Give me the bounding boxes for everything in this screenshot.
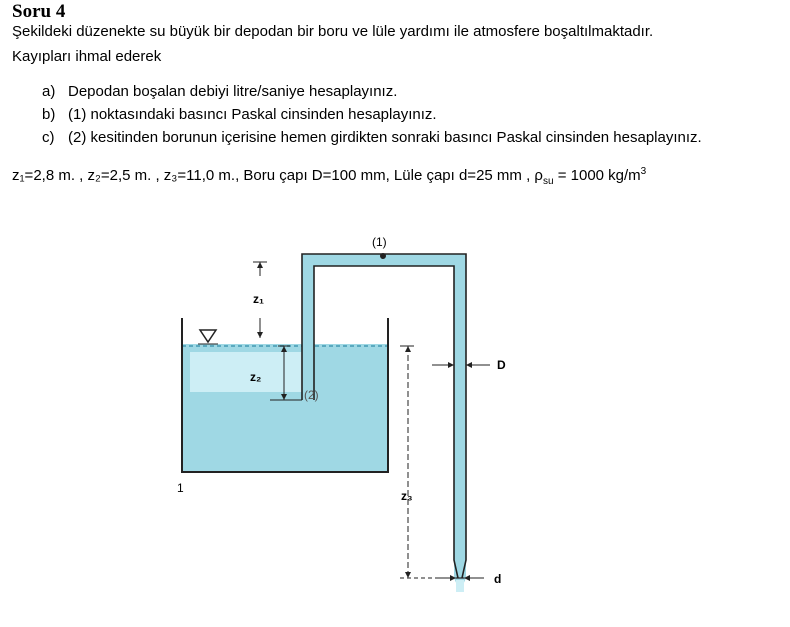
rho-value: = 1000 kg/m	[557, 167, 641, 184]
rho-exponent: 3	[640, 166, 647, 177]
D-right-arrowhead	[466, 362, 472, 368]
point-1-marker	[380, 253, 386, 259]
task-text-b: (1) noktasındaki basıncı Paskal cinsinden hesaplayınız.	[68, 106, 437, 123]
intro-line-2: Kayıpları ihmal ederek	[12, 48, 162, 65]
z3-label: z₃	[401, 489, 413, 503]
value-nozzle-diameter: Lüle çapı d=25 mm ,	[393, 167, 531, 184]
question-title: Soru 4	[12, 1, 66, 22]
task-marker-b: b)	[42, 106, 56, 123]
z3-arrowhead-top	[405, 346, 411, 352]
D-label: D	[497, 358, 506, 372]
rho-subscript: su	[542, 176, 554, 187]
task-text-c: (2) kesitinden borunun içerisine hemen girdikten sonraki basıncı Paskal cinsinden hesaplayınız.	[68, 129, 702, 146]
corner-label: 1	[177, 481, 184, 495]
value-z1: z₁=2,8 m. ,	[12, 167, 84, 184]
task-marker-a: a)	[42, 83, 56, 100]
d-label: d	[494, 572, 502, 586]
task-marker-c: c)	[42, 129, 55, 146]
point-2-label: (2)	[304, 388, 319, 402]
value-z2: z₂=2,5 m. ,	[87, 167, 160, 184]
value-z3: z₃=11,0 m.,	[163, 167, 240, 184]
value-pipe-diameter: Boru çapı D=100 mm,	[243, 167, 390, 184]
point-1-label: (1)	[372, 235, 387, 249]
nozzle-jet	[456, 580, 464, 592]
z1-arrowhead-bottom	[257, 332, 263, 338]
intro-line-1: Şekildeki düzenekte su büyük bir depodan bir boru ve lüle yardımı ile atmosfere boşaltılmaktadır.	[12, 23, 654, 40]
z1-label: z₁	[253, 292, 264, 306]
z2-label: z₂	[250, 370, 262, 384]
free-surface-triangle	[200, 330, 216, 342]
task-text-a: Depodan boşalan debiyi litre/saniye hesaplayınız.	[68, 83, 398, 100]
z3-arrowhead-bottom	[405, 572, 411, 578]
z1-arrowhead-top	[257, 262, 263, 268]
D-left-arrowhead	[448, 362, 454, 368]
rho-symbol: ρ	[534, 167, 543, 184]
